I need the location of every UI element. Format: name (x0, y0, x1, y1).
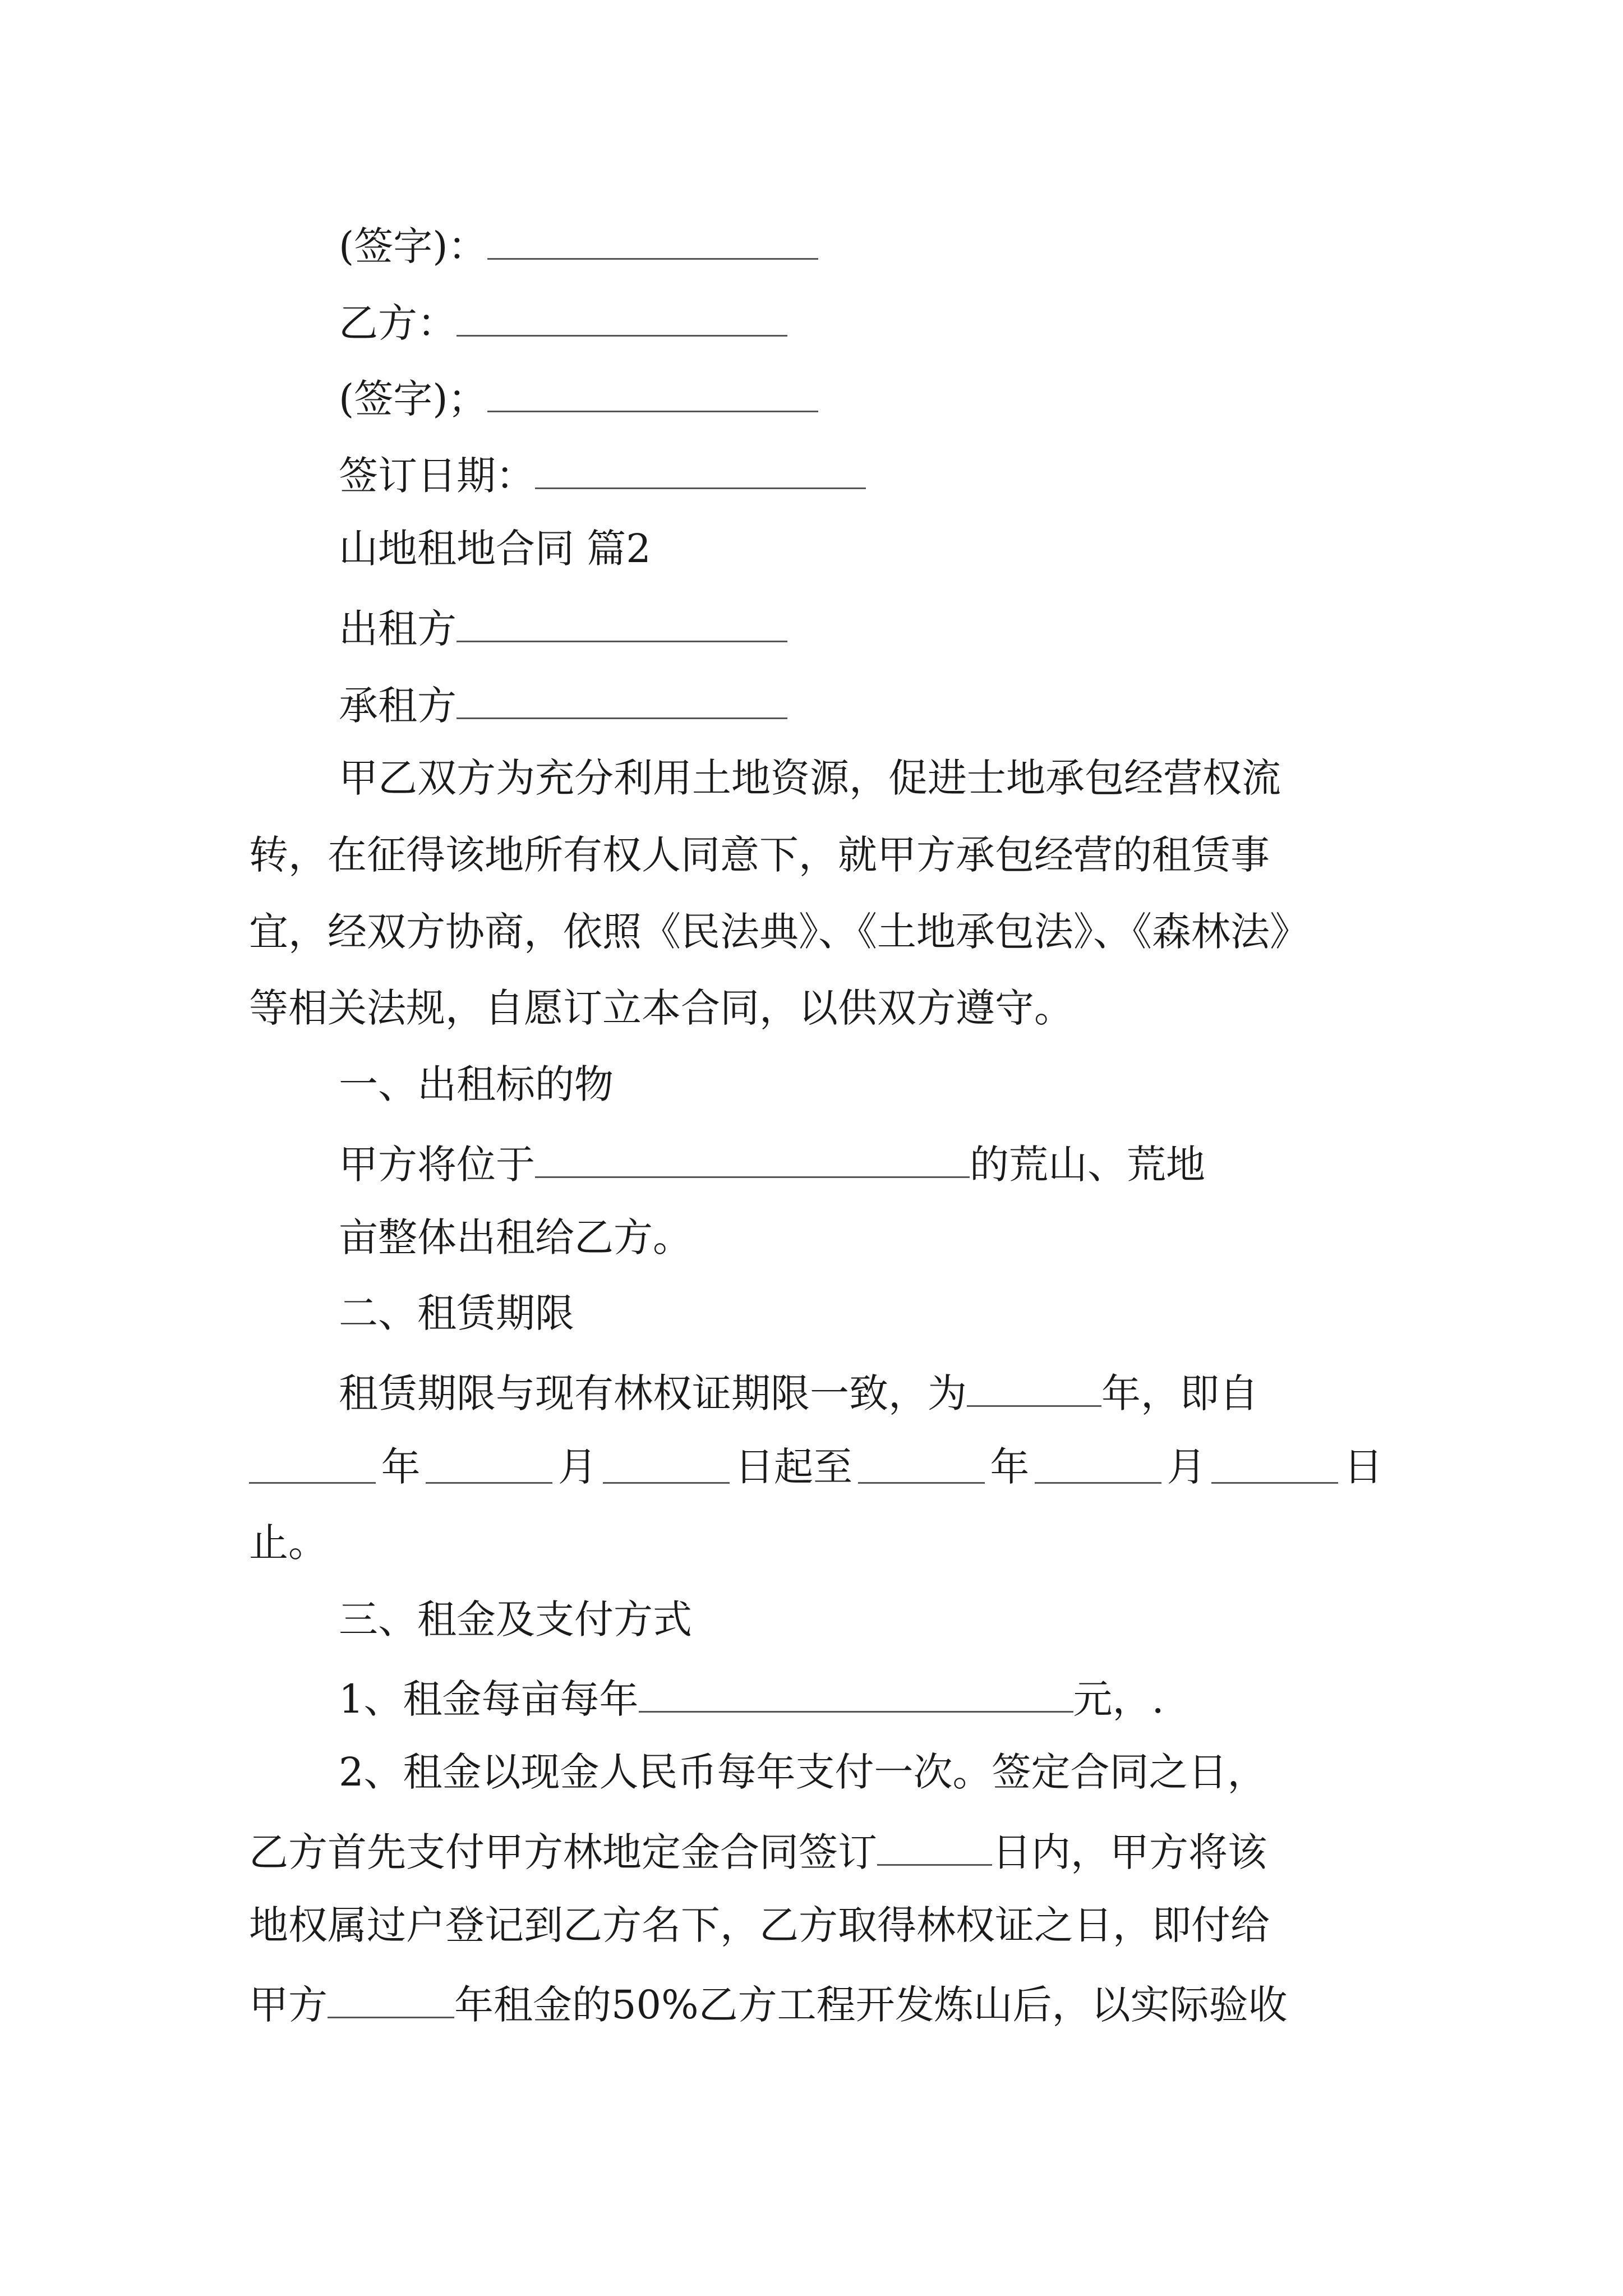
signing-date-blank (535, 453, 866, 489)
start-month-label: 月 (557, 1444, 597, 1490)
intro-line-2: 转，在征得该地所有权人同意下，就甲方承包经营的租赁事 (249, 832, 1270, 878)
rent-amount-suffix: 元，. (1073, 1676, 1164, 1722)
end-year-blank (858, 1447, 985, 1484)
intro-line-3: 宜，经双方协商，依照《民法典》、《土地承包法》、《森林法》 (249, 909, 1309, 955)
lessee-blank (457, 683, 787, 719)
section-2-line-2 (0, 1444, 1623, 1490)
end-month-blank (1035, 1447, 1161, 1484)
contract-title (0, 526, 1623, 572)
payment-line-3: 地权属过户登记到乙方名下，乙方取得林权证之日，即付给 (249, 1902, 1270, 1948)
payment-line-2-suffix: 日内，甲方将该 (992, 1829, 1267, 1875)
signature-label: (签字)； (339, 376, 487, 422)
lessor-label: 出租方 (339, 606, 457, 652)
section-1-line-2: 亩整体出租给乙方。 (339, 1214, 692, 1260)
term-suffix: 年，即自 (1101, 1370, 1258, 1416)
lessee-label: 承租方 (339, 683, 457, 729)
location-blank (535, 1142, 970, 1178)
section-1-heading: 一、出租标的物 (339, 1061, 614, 1107)
signing-date-line (0, 453, 1623, 499)
party-b-label: 乙方： (339, 300, 457, 346)
payment-line-4-suffix: 年租金的50%乙方工程开发炼山后，以实际验收 (454, 1982, 1288, 2028)
start-month-blank (426, 1447, 552, 1484)
end-month-label: 月 (1166, 1444, 1206, 1490)
section-2-line-3: 止。 (249, 1520, 328, 1566)
section-2-line-1 (0, 1370, 1623, 1416)
payment-line-4 (0, 1982, 1623, 2028)
party-b-blank (457, 300, 787, 337)
term-years-blank (967, 1370, 1101, 1407)
deposit-days-blank (877, 1829, 992, 1866)
intro-line-1: 甲乙双方为充分利用土地资源，促进士地承包经营权流 (339, 755, 1281, 801)
signature-blank (487, 376, 818, 412)
term-date-range (249, 1444, 1383, 1490)
end-day-blank (1211, 1447, 1338, 1484)
signature-line-1 (0, 223, 1623, 269)
signature-blank (487, 223, 818, 260)
party-b-line (0, 300, 1623, 346)
section-3-heading: 三、租金及支付方式 (339, 1596, 692, 1642)
payment-line-4-prefix: 甲方 (249, 1982, 328, 2028)
payment-line-2-prefix: 乙方首先支付甲方林地定金合同签订 (249, 1829, 877, 1875)
signature-line-2 (0, 376, 1623, 422)
signature-label: (签字)： (339, 223, 487, 269)
intro-line-4: 等相关法规，自愿订立本合同，以供双方遵守。 (249, 985, 1073, 1031)
end-day-label: 日 (1343, 1444, 1383, 1490)
section-2-heading: 二、租赁期限 (339, 1290, 574, 1336)
payment-line-1: 2、租金以现金人民币每年支付一次。签定合同之日， (339, 1749, 1267, 1795)
payment-line-2 (0, 1829, 1623, 1875)
signing-date-label: 签订日期： (339, 453, 535, 499)
lessee-line (0, 683, 1623, 729)
contract-title-text: 山地租地合同 篇2 (339, 526, 651, 572)
start-year-label: 年 (381, 1444, 421, 1490)
section-1-line-1 (0, 1142, 1623, 1188)
rent-years-blank (328, 1982, 454, 2018)
location-prefix: 甲方将位于 (339, 1142, 535, 1188)
term-prefix: 租赁期限与现有林权证期限一致，为 (339, 1370, 967, 1416)
start-day-blank (603, 1447, 730, 1484)
location-suffix: 的荒山、荒地 (970, 1142, 1205, 1188)
rent-amount-blank (639, 1676, 1073, 1713)
start-year-blank (249, 1447, 376, 1484)
lessor-blank (457, 606, 787, 642)
end-year-label: 年 (990, 1444, 1030, 1490)
lessor-line (0, 606, 1623, 652)
rent-amount-line (0, 1676, 1623, 1722)
rent-amount-prefix: 1、租金每亩每年 (339, 1676, 639, 1722)
start-day-label: 日起至 (735, 1444, 853, 1490)
